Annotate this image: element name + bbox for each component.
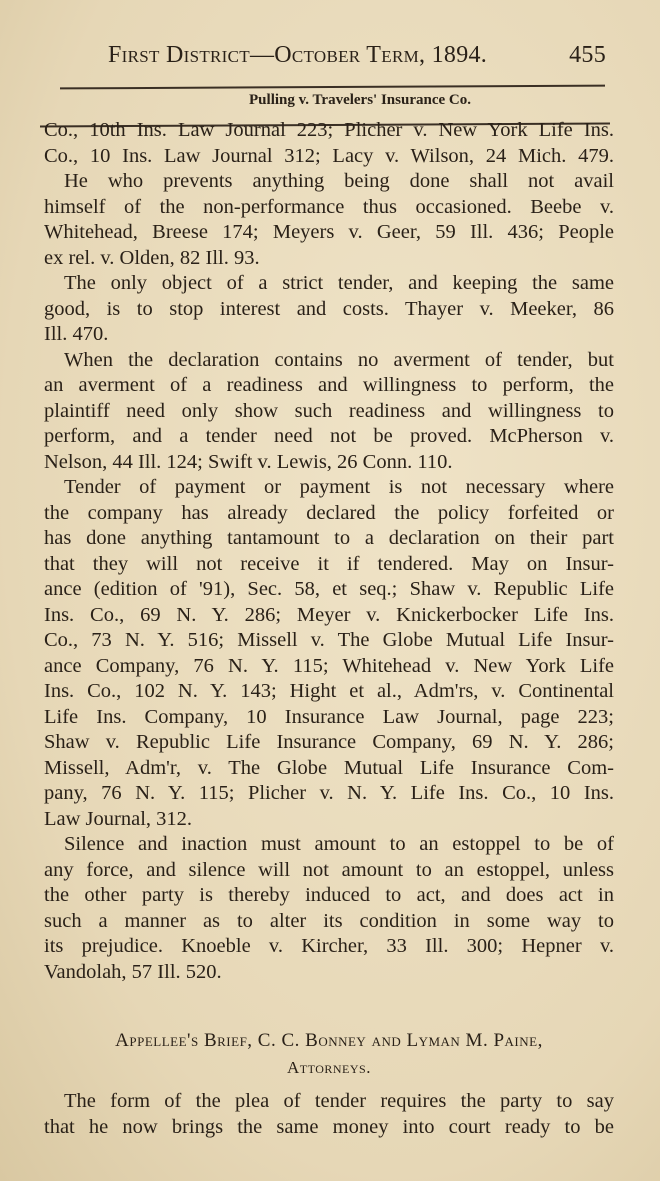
text-line: Ill. 470.: [44, 323, 109, 345]
text-line: good, is to stop interest and costs. Thayer v. Meeker, 86: [44, 297, 614, 320]
text-line: perform, and a tender need not be proved. McPherson v.: [44, 425, 614, 447]
text-line: ance (edition of '91), Sec. 58, et seq.; Shaw v. Republic Life: [44, 578, 614, 600]
text-line: Co., 10th Ins. Law Journal 223; Plicher v. New York Life Ins.: [44, 119, 614, 141]
text-line: the company has already declared the policy forfeited or: [44, 501, 614, 524]
text-line: ex rel. v. Olden, 82 Ill. 93.: [44, 246, 260, 269]
brief-heading-attorneys: Attorneys.: [287, 1058, 371, 1077]
text-line: Co., 73 N. Y. 516; Missell v. The Globe Mutual Life Insur-: [44, 629, 614, 651]
text-line: that he now brings the same money into court ready to be: [44, 1116, 614, 1138]
text-line: Nelson, 44 Ill. 124; Swift v. Lewis, 26 Conn. 110.: [44, 450, 453, 473]
brief-heading: Appellee's Brief, C. C. Bonney and Lyman M. Paine,: [115, 1030, 543, 1051]
running-header: [108, 42, 606, 69]
case-title: Pulling v. Travelers' Insurance Co.: [249, 92, 471, 108]
text-line: He who prevents anything being done shall not avail: [64, 170, 614, 192]
text-line: Shaw v. Republic Life Insurance Company, 69 N. Y. 286;: [44, 731, 614, 753]
text-line: The only object of a strict tender, and keeping the same: [64, 272, 614, 294]
text-line: Missell, Adm'r, v. The Globe Mutual Life Insurance Com-: [44, 756, 614, 779]
text-line: an averment of a readiness and willingness to perform, the: [44, 374, 614, 396]
text-line: Life Ins. Company, 10 Insurance Law Journal, page 223;: [44, 705, 614, 728]
text-line: pany, 76 N. Y. 115; Plicher v. N. Y. Life Ins. Co., 10 Ins.: [44, 782, 614, 804]
text-line: Whitehead, Breese 174; Meyers v. Geer, 59 Ill. 436; People: [44, 221, 614, 243]
text-line: any force, and silence will not amount to an estoppel, unless: [44, 858, 614, 881]
text-line: When the declaration contains no averment of tender, but: [64, 348, 614, 371]
text-line: himself of the non-performance thus occasioned. Beebe v.: [44, 195, 614, 218]
page-number: 455: [569, 42, 606, 68]
text-line: that they will not receive it if tendered. May on Insur-: [44, 552, 614, 575]
text-line: The form of the plea of tender requires the party to say: [64, 1090, 614, 1112]
text-line: Ins. Co., 102 N. Y. 143; Hight et al., Adm'rs, v. Continental: [44, 680, 614, 702]
text-line: Tender of payment or payment is not necessary where: [64, 476, 614, 498]
running-title: First District—October Term, 1894.: [108, 42, 488, 68]
text-line: Silence and inaction must amount to an estoppel to be of: [64, 833, 614, 855]
text-line: its prejudice. Knoeble v. Kircher, 33 Ill. 300; Hepner v.: [44, 935, 614, 957]
text-line: Ins. Co., 69 N. Y. 286; Meyer v. Knickerbocker Life Ins.: [44, 603, 614, 626]
text-line: such a manner as to alter its condition in some way to: [44, 909, 614, 932]
text-line: Law Journal, 312.: [44, 807, 193, 830]
text-line: the other party is thereby induced to act, and does act in: [44, 884, 614, 906]
text-line: has done anything tantamount to a declaration on their part: [44, 527, 614, 549]
text-line: Vandolah, 57 Ill. 520.: [44, 960, 222, 983]
text-line: ance Company, 76 N. Y. 115; Whitehead v. New York Life: [44, 654, 614, 677]
text-line: plaintiff need only show such readiness and willingness to: [44, 399, 614, 422]
text-line: Co., 10 Ins. Law Journal 312; Lacy v. Wilson, 24 Mich. 479.: [44, 144, 614, 167]
